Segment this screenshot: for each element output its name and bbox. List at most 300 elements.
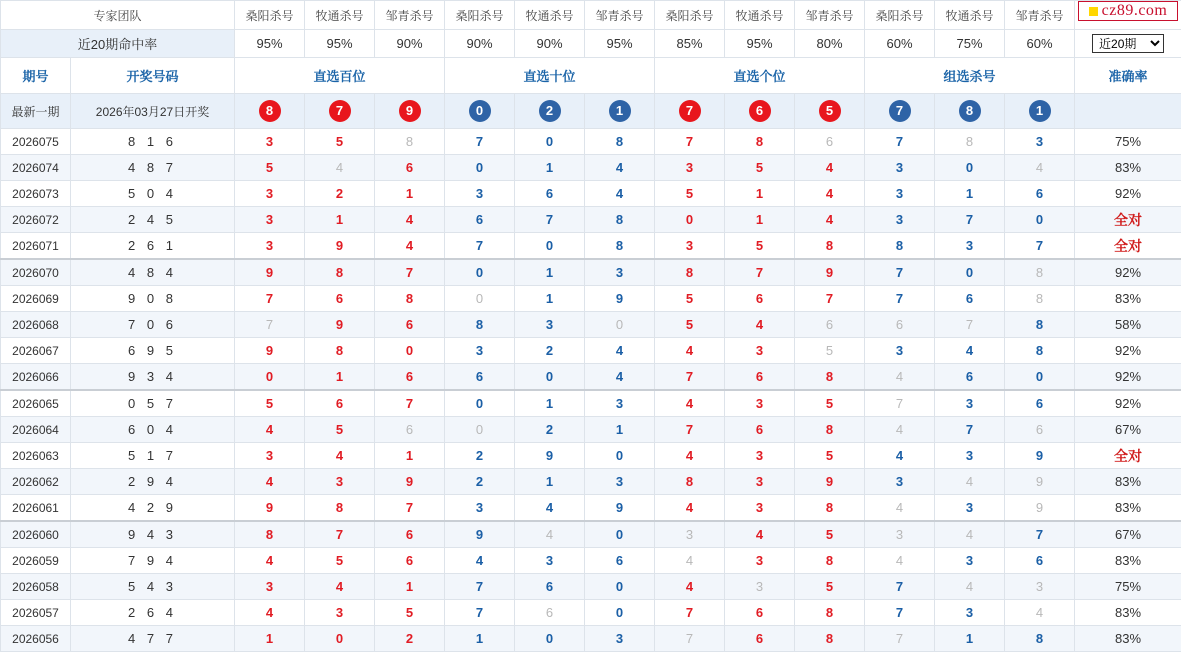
- draw-number: 9 3 4: [71, 364, 235, 391]
- kill-number: 4: [585, 181, 655, 207]
- kill-number: 3: [445, 181, 515, 207]
- table-row: [1, 207, 1181, 233]
- red-ball: 5: [819, 100, 841, 122]
- expert-name: 邹青杀号: [795, 1, 865, 30]
- kill-number: 8: [795, 600, 865, 626]
- kill-number: 3: [235, 233, 305, 260]
- draw-number: 0 5 7: [71, 390, 235, 417]
- accuracy-value: 92%: [1075, 338, 1181, 364]
- kill-number: 3: [935, 600, 1005, 626]
- kill-number: 6: [935, 286, 1005, 312]
- hit-rate: 90%: [375, 30, 445, 58]
- kill-number: 6: [725, 626, 795, 652]
- kill-number: 5: [235, 155, 305, 181]
- kill-number: 4: [655, 495, 725, 522]
- draw-number: 8 1 6: [71, 129, 235, 155]
- kill-number: 3: [725, 443, 795, 469]
- kill-number: 7: [235, 286, 305, 312]
- kill-number: 8: [445, 312, 515, 338]
- kill-number: 5: [655, 181, 725, 207]
- kill-number: 8: [1005, 312, 1075, 338]
- kill-number: 3: [865, 338, 935, 364]
- hundreds-header: 直选百位: [235, 58, 445, 94]
- kill-number: 4: [655, 574, 725, 600]
- kill-number: 0: [515, 233, 585, 260]
- kill-number: 0: [445, 259, 515, 286]
- issue-number: 2026063: [1, 443, 71, 469]
- kill-number: 3: [1005, 574, 1075, 600]
- kill-number: 7: [935, 207, 1005, 233]
- hit-rate: 90%: [445, 30, 515, 58]
- kill-number: 7: [655, 626, 725, 652]
- kill-number: 3: [865, 521, 935, 548]
- kill-number: 0: [235, 364, 305, 391]
- kill-number: 4: [305, 574, 375, 600]
- kill-number: 6: [795, 129, 865, 155]
- expert-name: 牧通杀号: [305, 1, 375, 30]
- hit-rate: 95%: [305, 30, 375, 58]
- kill-number: 1: [515, 259, 585, 286]
- logo-text: cz89.com: [1101, 2, 1168, 19]
- kill-number: 3: [725, 574, 795, 600]
- kill-number: 5: [725, 233, 795, 260]
- kill-number: 6: [725, 417, 795, 443]
- kill-number: 3: [235, 574, 305, 600]
- kill-number: 0: [585, 312, 655, 338]
- kill-number: 5: [795, 521, 865, 548]
- kill-number: 0: [585, 521, 655, 548]
- kill-number: 4: [935, 469, 1005, 495]
- hit-rate: 95%: [585, 30, 655, 58]
- accuracy-header: 准确率: [1075, 58, 1181, 94]
- blue-ball: 7: [889, 100, 911, 122]
- kill-number: 1: [445, 626, 515, 652]
- kill-number: 4: [865, 364, 935, 391]
- kill-number: 3: [935, 443, 1005, 469]
- kill-number: 3: [655, 233, 725, 260]
- kill-number: 8: [655, 469, 725, 495]
- expert-name: 邹青杀号: [1005, 1, 1075, 30]
- kill-number: 4: [655, 548, 725, 574]
- blue-ball: 0: [469, 100, 491, 122]
- kill-number: 9: [235, 338, 305, 364]
- kill-number: 7: [865, 574, 935, 600]
- kill-number: 3: [235, 181, 305, 207]
- kill-number: 1: [725, 207, 795, 233]
- kill-number: 9: [305, 312, 375, 338]
- kill-number: 4: [935, 521, 1005, 548]
- blue-ball: 2: [539, 100, 561, 122]
- draw-number: 5 1 7: [71, 443, 235, 469]
- expert-name: 邹青杀号: [375, 1, 445, 30]
- kill-number: 8: [585, 233, 655, 260]
- period-select-cell: [1075, 30, 1181, 58]
- kill-number: 7: [375, 390, 445, 417]
- kill-number: 3: [865, 469, 935, 495]
- issue-number: 2026072: [1, 207, 71, 233]
- kill-number: 6: [375, 521, 445, 548]
- kill-number: 0: [585, 443, 655, 469]
- kill-number: 9: [585, 286, 655, 312]
- kill-number: 4: [445, 548, 515, 574]
- kill-number: 1: [935, 181, 1005, 207]
- issue-number: 2026073: [1, 181, 71, 207]
- kill-number: 1: [305, 207, 375, 233]
- draw-number: 2 6 1: [71, 233, 235, 260]
- draw-number: 2 4 5: [71, 207, 235, 233]
- hit-rate: 85%: [655, 30, 725, 58]
- kill-number: 3: [725, 338, 795, 364]
- issue-number: 2026067: [1, 338, 71, 364]
- kill-number: 4: [865, 417, 935, 443]
- kill-number: 3: [235, 443, 305, 469]
- blue-ball: 1: [609, 100, 631, 122]
- kill-number: 7: [445, 600, 515, 626]
- kill-number: 1: [515, 286, 585, 312]
- draw-number: 6 0 4: [71, 417, 235, 443]
- table-row: [1, 626, 1181, 652]
- kill-number: 4: [585, 338, 655, 364]
- kill-number: 8: [795, 548, 865, 574]
- kill-number: 7: [865, 286, 935, 312]
- accuracy-value: 83%: [1075, 548, 1181, 574]
- draw-number: 9 4 3: [71, 521, 235, 548]
- kill-number: 1: [375, 574, 445, 600]
- kill-number: 7: [655, 129, 725, 155]
- kill-number: 7: [515, 207, 585, 233]
- kill-number: 1: [235, 626, 305, 652]
- logo-square-icon: [1089, 7, 1098, 16]
- kill-number: 3: [515, 312, 585, 338]
- team-label: 专家团队: [1, 1, 235, 30]
- kill-number: 2: [515, 417, 585, 443]
- kill-number: 3: [235, 129, 305, 155]
- expert-name: 桑阳杀号: [655, 1, 725, 30]
- kill-number: 3: [865, 155, 935, 181]
- table-row: [1, 155, 1181, 181]
- accuracy-value: 75%: [1075, 129, 1181, 155]
- issue-number: 2026068: [1, 312, 71, 338]
- kill-number: 8: [1005, 338, 1075, 364]
- kill-number: 9: [445, 521, 515, 548]
- hit-rate: 95%: [235, 30, 305, 58]
- kill-number: 7: [655, 364, 725, 391]
- kill-number: 4: [235, 548, 305, 574]
- kill-number: 7: [235, 312, 305, 338]
- kill-number: 3: [935, 548, 1005, 574]
- kill-number: 9: [235, 259, 305, 286]
- kill-number: 5: [655, 286, 725, 312]
- kill-number: 8: [795, 233, 865, 260]
- draw-number: 4 7 7: [71, 626, 235, 652]
- kill-number: 4: [655, 390, 725, 417]
- kill-number: 5: [795, 338, 865, 364]
- kill-number: 3: [445, 338, 515, 364]
- kill-number: 3: [585, 390, 655, 417]
- kill-number: 7: [865, 390, 935, 417]
- hit-rate: 75%: [935, 30, 1005, 58]
- column-header-row: [1, 58, 1181, 94]
- accuracy-value: 67%: [1075, 417, 1181, 443]
- expert-name: 牧通杀号: [515, 1, 585, 30]
- kill-number: 6: [935, 364, 1005, 391]
- kill-number: 3: [515, 548, 585, 574]
- rate-label: 近20期命中率: [1, 30, 235, 58]
- kill-number: 3: [725, 548, 795, 574]
- kill-number: 4: [1005, 600, 1075, 626]
- kill-number: 3: [445, 495, 515, 522]
- kill-number: 5: [655, 312, 725, 338]
- accuracy-value: 92%: [1075, 181, 1181, 207]
- table-row: [1, 312, 1181, 338]
- kill-number: 4: [865, 548, 935, 574]
- issue-number: 2026061: [1, 495, 71, 522]
- kill-number: 7: [375, 495, 445, 522]
- combo-header: 组选杀号: [865, 58, 1075, 94]
- kill-number: 4: [375, 207, 445, 233]
- kill-number: 6: [375, 312, 445, 338]
- kill-number: 0: [585, 600, 655, 626]
- issue-number: 2026064: [1, 417, 71, 443]
- red-ball: 7: [679, 100, 701, 122]
- kill-number: 3: [725, 495, 795, 522]
- kill-number: 4: [795, 207, 865, 233]
- latest-row: [1, 94, 1181, 129]
- expert-team-row: [1, 1, 1181, 30]
- kill-number: 7: [865, 129, 935, 155]
- kill-number: 8: [585, 129, 655, 155]
- kill-number: 5: [305, 548, 375, 574]
- red-ball: 7: [329, 100, 351, 122]
- accuracy-value: 67%: [1075, 521, 1181, 548]
- kill-number: 7: [655, 417, 725, 443]
- hit-rate: 80%: [795, 30, 865, 58]
- kill-number: 7: [795, 286, 865, 312]
- kill-number: 9: [795, 469, 865, 495]
- kill-number: 0: [445, 155, 515, 181]
- issue-number: 2026074: [1, 155, 71, 181]
- kill-number: 4: [725, 521, 795, 548]
- kill-number: 3: [1005, 129, 1075, 155]
- kill-number: 7: [305, 521, 375, 548]
- kill-number: 2: [445, 469, 515, 495]
- kill-number: 0: [935, 259, 1005, 286]
- kill-number: 3: [235, 207, 305, 233]
- kill-number: 3: [935, 390, 1005, 417]
- kill-number: 1: [515, 155, 585, 181]
- kill-number: 7: [1005, 233, 1075, 260]
- draw-number: 7 0 6: [71, 312, 235, 338]
- kill-number: 9: [1005, 469, 1075, 495]
- kill-number: 8: [305, 338, 375, 364]
- kill-number: 8: [1005, 626, 1075, 652]
- kill-number: 8: [795, 626, 865, 652]
- kill-number: 1: [515, 469, 585, 495]
- kill-number: 8: [585, 207, 655, 233]
- latest-draw-date: 2026年03月27日开奖: [71, 94, 235, 129]
- issue-number: 2026060: [1, 521, 71, 548]
- kill-number: 9: [375, 469, 445, 495]
- red-ball: 8: [259, 100, 281, 122]
- kill-number: 6: [375, 364, 445, 391]
- kill-number: 0: [515, 364, 585, 391]
- kill-number: 4: [305, 155, 375, 181]
- kill-number: 3: [725, 390, 795, 417]
- draw-number: 9 0 8: [71, 286, 235, 312]
- kill-number: 2: [305, 181, 375, 207]
- draw-number: 5 0 4: [71, 181, 235, 207]
- kill-number: 1: [725, 181, 795, 207]
- kill-number: 6: [445, 207, 515, 233]
- kill-number: 3: [585, 626, 655, 652]
- issue-number: 2026069: [1, 286, 71, 312]
- accuracy-value: 83%: [1075, 626, 1181, 652]
- kill-number: 5: [795, 443, 865, 469]
- kill-number: 8: [305, 495, 375, 522]
- accuracy-value: 83%: [1075, 600, 1181, 626]
- kill-number: 3: [305, 600, 375, 626]
- blue-ball: 1: [1029, 100, 1051, 122]
- kill-number: 3: [585, 469, 655, 495]
- kill-number: 8: [1005, 259, 1075, 286]
- draw-number: 7 9 4: [71, 548, 235, 574]
- kill-number: 4: [655, 443, 725, 469]
- accuracy-value: 83%: [1075, 469, 1181, 495]
- kill-number: 7: [445, 574, 515, 600]
- kill-number: 7: [865, 259, 935, 286]
- red-ball: 6: [749, 100, 771, 122]
- kill-number: 2: [375, 626, 445, 652]
- kill-number: 5: [725, 155, 795, 181]
- kill-number: 9: [235, 495, 305, 522]
- table-row: [1, 574, 1181, 600]
- red-ball: 9: [399, 100, 421, 122]
- table-row: [1, 469, 1181, 495]
- issue-number: 2026057: [1, 600, 71, 626]
- kill-number: 8: [305, 259, 375, 286]
- kill-number: 8: [655, 259, 725, 286]
- kill-number: 1: [515, 390, 585, 417]
- kill-number: 4: [515, 495, 585, 522]
- kill-number: 6: [375, 548, 445, 574]
- kill-number: 6: [1005, 548, 1075, 574]
- accuracy-value: 83%: [1075, 286, 1181, 312]
- accuracy-value: 全对: [1075, 207, 1181, 233]
- kill-number: 6: [795, 312, 865, 338]
- kill-number: 0: [445, 286, 515, 312]
- kill-number: 7: [935, 417, 1005, 443]
- table-row: [1, 495, 1181, 522]
- kill-number: 4: [795, 155, 865, 181]
- accuracy-value: 全对: [1075, 443, 1181, 469]
- kill-number: 4: [305, 443, 375, 469]
- hit-rate-row: [1, 30, 1181, 58]
- table-row: [1, 286, 1181, 312]
- kill-number: 0: [1005, 207, 1075, 233]
- kill-number: 3: [865, 181, 935, 207]
- kill-number: 8: [795, 364, 865, 391]
- kill-number: 6: [375, 155, 445, 181]
- kill-number: 3: [935, 233, 1005, 260]
- table-row: [1, 259, 1181, 286]
- kill-number: 9: [1005, 443, 1075, 469]
- issue-number: 2026071: [1, 233, 71, 260]
- kill-number: 6: [375, 417, 445, 443]
- kill-number: 9: [305, 233, 375, 260]
- issue-number: 2026062: [1, 469, 71, 495]
- kill-number: 0: [515, 626, 585, 652]
- issue-number: 2026066: [1, 364, 71, 391]
- kill-number: 4: [865, 495, 935, 522]
- expert-name: 桑阳杀号: [445, 1, 515, 30]
- period-select[interactable]: [1092, 34, 1164, 53]
- kill-number: 6: [1005, 181, 1075, 207]
- kill-number: 0: [1005, 364, 1075, 391]
- expert-name: 桑阳杀号: [865, 1, 935, 30]
- kill-number: 4: [585, 364, 655, 391]
- issue-number: 2026058: [1, 574, 71, 600]
- draw-number: 2 9 4: [71, 469, 235, 495]
- kill-number: 0: [445, 417, 515, 443]
- kill-number: 4: [725, 312, 795, 338]
- kill-number: 5: [235, 390, 305, 417]
- kill-number: 7: [725, 259, 795, 286]
- tens-header: 直选十位: [445, 58, 655, 94]
- kill-number: 0: [305, 626, 375, 652]
- table-row: [1, 548, 1181, 574]
- kill-number: 3: [655, 155, 725, 181]
- kill-number: 4: [515, 521, 585, 548]
- kill-number: 7: [445, 129, 515, 155]
- kill-number: 7: [375, 259, 445, 286]
- kill-number: 6: [515, 600, 585, 626]
- kill-number: 3: [865, 207, 935, 233]
- kill-number: 6: [445, 364, 515, 391]
- kill-number: 7: [935, 312, 1005, 338]
- kill-number: 8: [375, 129, 445, 155]
- kill-number: 6: [725, 286, 795, 312]
- kill-number: 6: [515, 181, 585, 207]
- kill-number: 6: [1005, 390, 1075, 417]
- kill-number: 9: [585, 495, 655, 522]
- blue-ball: 8: [959, 100, 981, 122]
- draw-number: 4 2 9: [71, 495, 235, 522]
- kill-number: 2: [515, 338, 585, 364]
- latest-label: 最新一期: [1, 94, 71, 129]
- kill-number: 2: [445, 443, 515, 469]
- table-row: [1, 417, 1181, 443]
- accuracy-value: 全对: [1075, 233, 1181, 260]
- table-row: [1, 181, 1181, 207]
- expert-name: 桑阳杀号: [235, 1, 305, 30]
- hit-rate: 60%: [1005, 30, 1075, 58]
- kill-number: 9: [795, 259, 865, 286]
- site-logo[interactable]: [1078, 1, 1178, 21]
- draw-number: 4 8 4: [71, 259, 235, 286]
- table-row: [1, 600, 1181, 626]
- accuracy-value: 92%: [1075, 390, 1181, 417]
- table-row: [1, 233, 1181, 260]
- issue-number: 2026059: [1, 548, 71, 574]
- accuracy-value: 92%: [1075, 364, 1181, 391]
- kill-number: 6: [725, 364, 795, 391]
- kill-number: 8: [1005, 286, 1075, 312]
- kill-number: 3: [725, 469, 795, 495]
- kill-number: 0: [515, 129, 585, 155]
- kill-number: 7: [445, 233, 515, 260]
- draw-number: 5 4 3: [71, 574, 235, 600]
- kill-number: 6: [865, 312, 935, 338]
